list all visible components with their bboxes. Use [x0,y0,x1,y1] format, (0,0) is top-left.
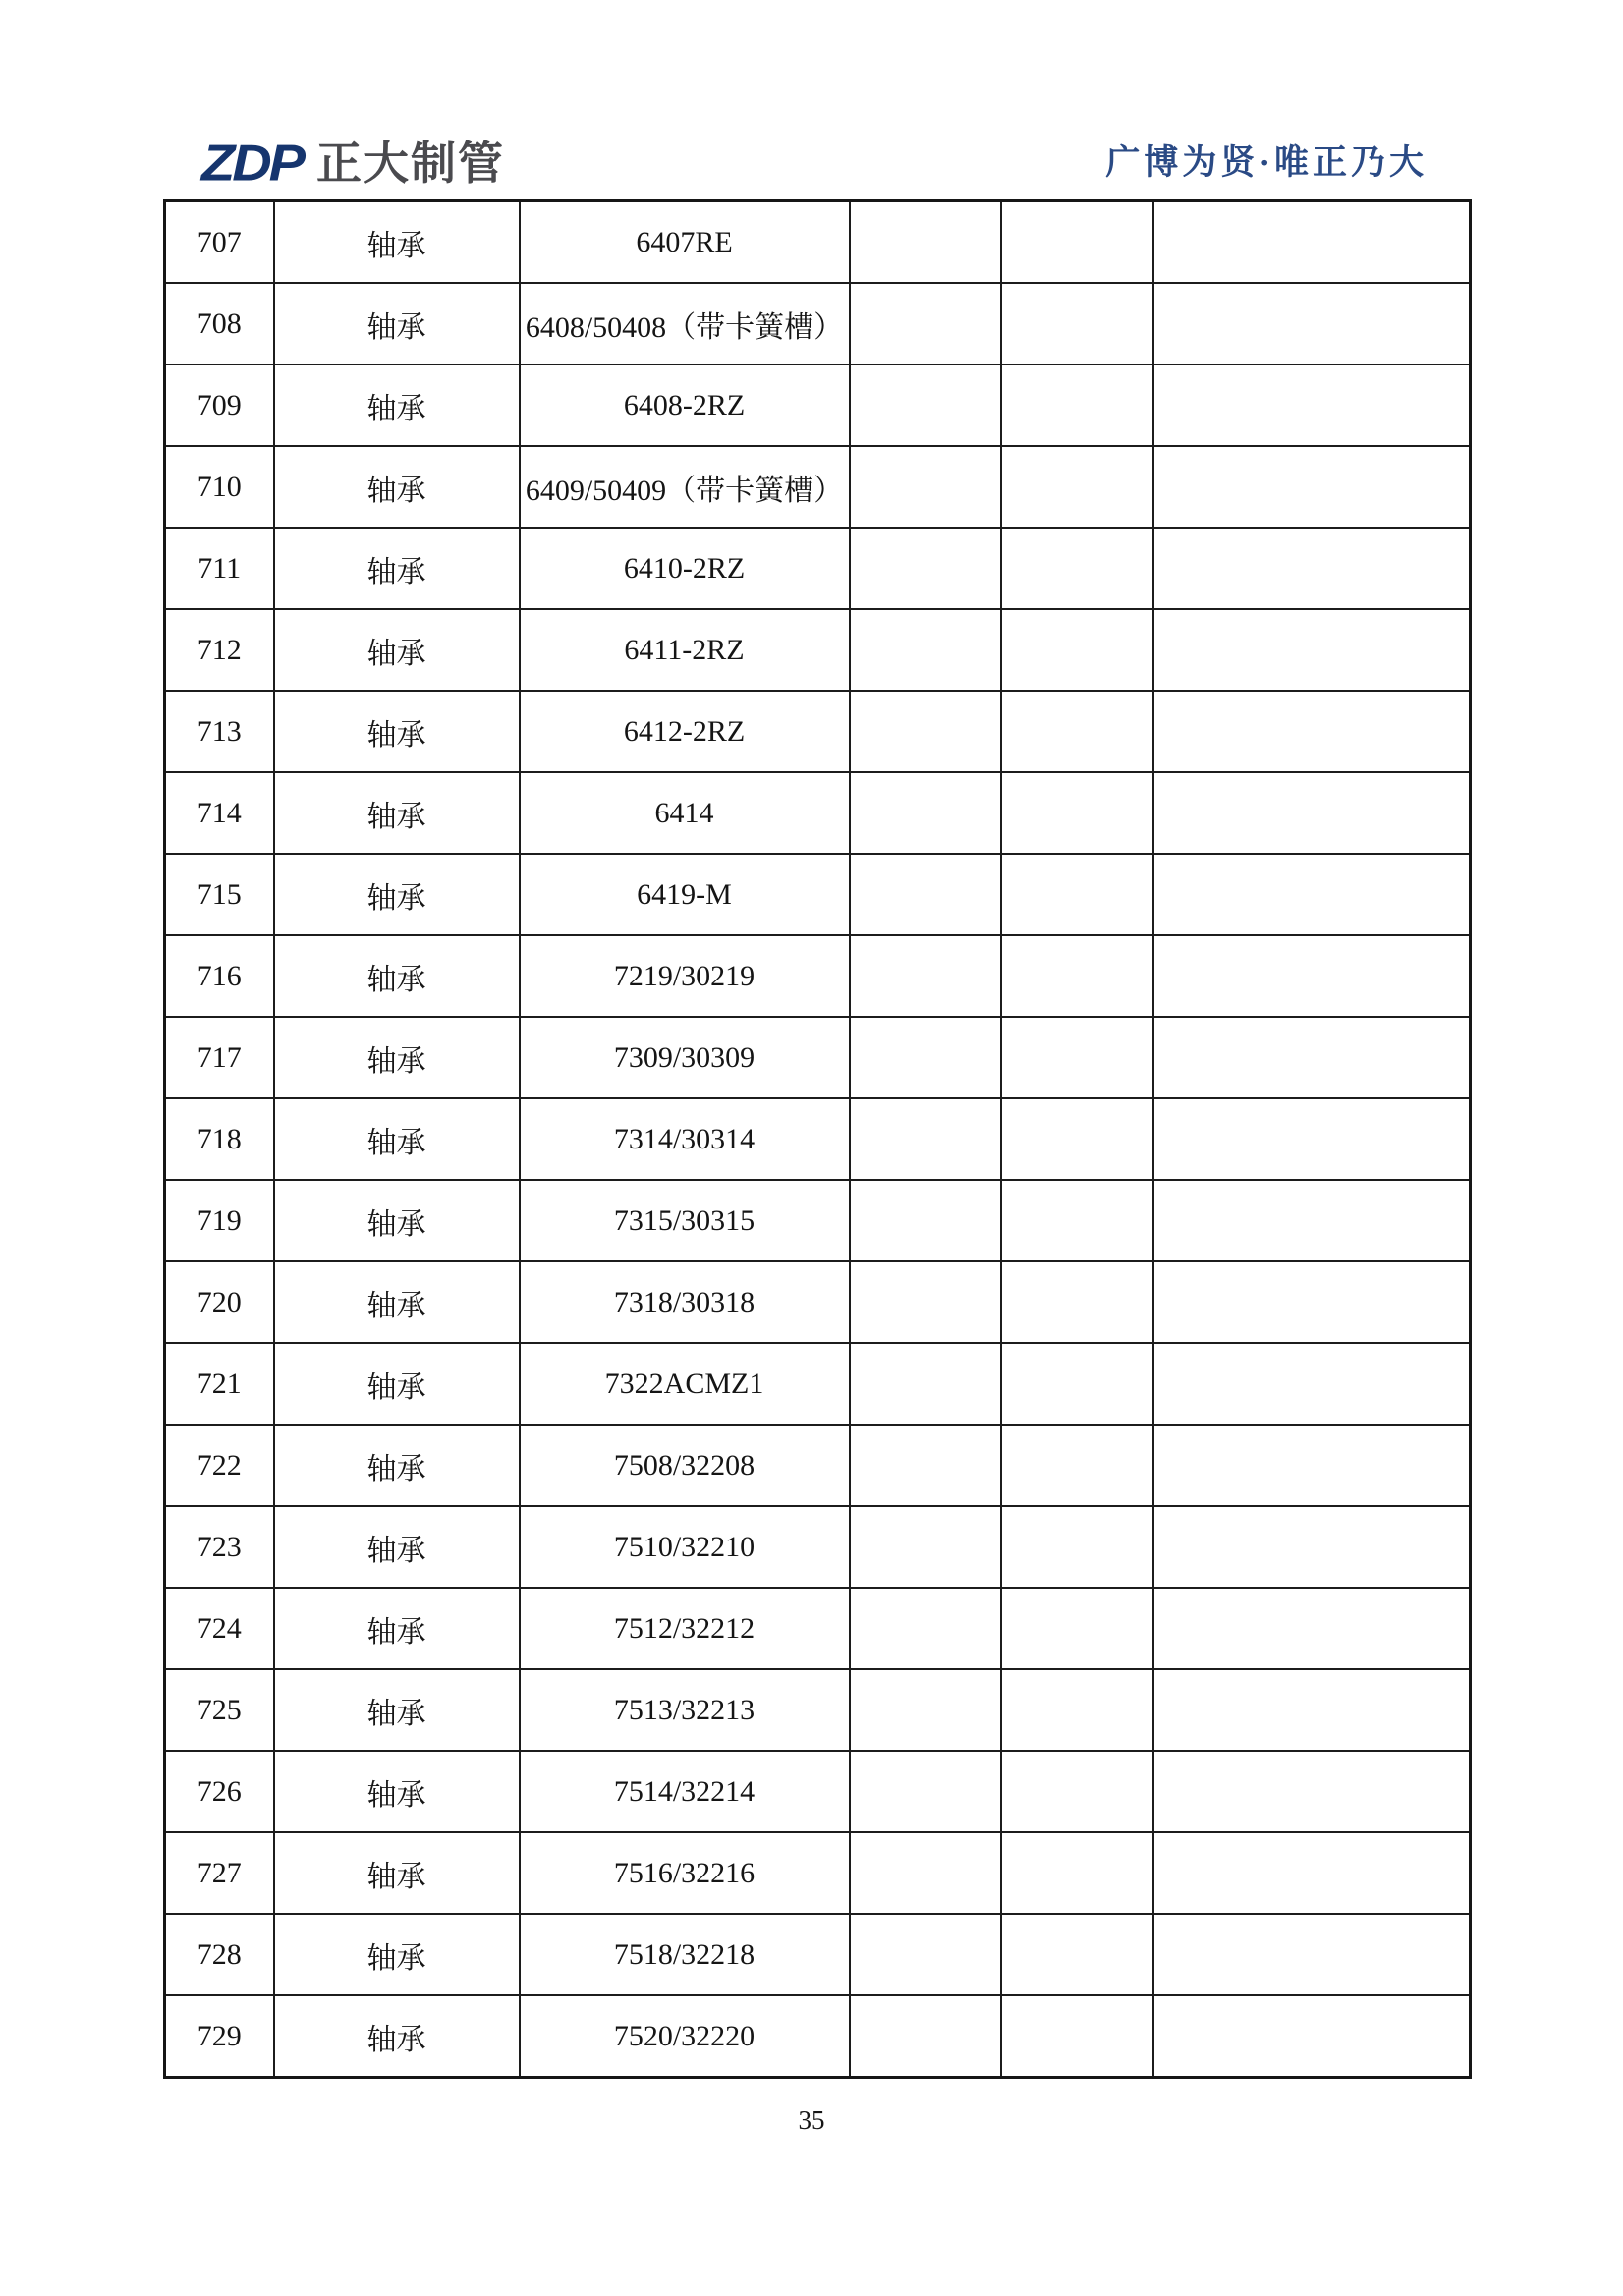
cell-empty-2 [1001,1098,1153,1180]
cell-model: 6412-2RZ [520,691,850,772]
cell-number: 716 [165,935,274,1017]
cell-empty-3 [1153,446,1471,528]
cell-number: 728 [165,1914,274,1995]
cell-empty-3 [1153,1343,1471,1425]
cell-empty-2 [1001,1588,1153,1669]
cell-name: 轴承 [274,1751,520,1832]
cell-number: 709 [165,364,274,446]
table-row [165,201,1471,284]
cell-empty-1 [850,1261,1001,1343]
cell-empty-3 [1153,1098,1471,1180]
cell-empty-2 [1001,1261,1153,1343]
cell-number: 717 [165,1017,274,1098]
cell-empty-2 [1001,1425,1153,1506]
cell-name: 轴承 [274,691,520,772]
cell-empty-3 [1153,1751,1471,1832]
cell-model: 7513/32213 [520,1669,850,1751]
table-row [165,691,1471,772]
logo-brand-name: 正大制管 [316,138,505,189]
cell-empty-2 [1001,935,1153,1017]
cell-empty-1 [850,1669,1001,1751]
cell-name: 轴承 [274,1098,520,1180]
cell-number: 707 [165,201,274,284]
table-row [165,1995,1471,2078]
logo-zdp-mark: ZDP [201,134,303,192]
cell-empty-2 [1001,528,1153,609]
table-row [165,446,1471,528]
cell-empty-3 [1153,1506,1471,1588]
table-row [165,1098,1471,1180]
table-row [165,1751,1471,1832]
cell-number: 718 [165,1098,274,1180]
cell-number: 721 [165,1343,274,1425]
cell-empty-1 [850,1995,1001,2078]
cell-empty-1 [850,1017,1001,1098]
cell-empty-1 [850,283,1001,364]
cell-name: 轴承 [274,1669,520,1751]
cell-model: 7219/30219 [520,935,850,1017]
cell-empty-3 [1153,364,1471,446]
cell-empty-1 [850,528,1001,609]
cell-name: 轴承 [274,1017,520,1098]
cell-empty-2 [1001,1751,1153,1832]
cell-name: 轴承 [274,528,520,609]
cell-empty-1 [850,691,1001,772]
cell-empty-2 [1001,1343,1153,1425]
cell-model: 7322ACMZ1 [520,1343,850,1425]
cell-empty-1 [850,1180,1001,1261]
page-number: 35 [798,2105,825,2135]
cell-model: 7309/30309 [520,1017,850,1098]
table-row [165,854,1471,935]
cell-name: 轴承 [274,1588,520,1669]
cell-name: 轴承 [274,935,520,1017]
cell-empty-1 [850,854,1001,935]
parts-table [163,199,1472,2079]
cell-number: 724 [165,1588,274,1669]
cell-number: 726 [165,1751,274,1832]
cell-empty-1 [850,1914,1001,1995]
cell-empty-1 [850,364,1001,446]
table-row [165,1506,1471,1588]
cell-empty-1 [850,1751,1001,1832]
cell-number: 722 [165,1425,274,1506]
cell-name: 轴承 [274,1180,520,1261]
table-row [165,364,1471,446]
cell-empty-2 [1001,364,1153,446]
cell-model: 7518/32218 [520,1914,850,1995]
parts-table-body [165,201,1471,2078]
company-logo [201,136,505,191]
cell-model: 7512/32212 [520,1588,850,1669]
cell-number: 729 [165,1995,274,2078]
table-row [165,609,1471,691]
cell-empty-1 [850,1832,1001,1914]
cell-number: 710 [165,446,274,528]
cell-empty-1 [850,201,1001,284]
cell-empty-1 [850,609,1001,691]
cell-empty-1 [850,1588,1001,1669]
table-row [165,1669,1471,1751]
cell-empty-2 [1001,772,1153,854]
cell-number: 708 [165,283,274,364]
cell-empty-3 [1153,283,1471,364]
cell-empty-2 [1001,446,1153,528]
cell-model: 6410-2RZ [520,528,850,609]
cell-model: 6411-2RZ [520,609,850,691]
cell-name: 轴承 [274,283,520,364]
cell-empty-3 [1153,1832,1471,1914]
cell-empty-3 [1153,1425,1471,1506]
cell-model: 7314/30314 [520,1098,850,1180]
cell-name: 轴承 [274,446,520,528]
cell-model: 6408/50408（带卡簧槽） [520,283,850,364]
cell-name: 轴承 [274,201,520,284]
table-row [165,1425,1471,1506]
cell-empty-2 [1001,1180,1153,1261]
cell-number: 723 [165,1506,274,1588]
cell-empty-3 [1153,1180,1471,1261]
cell-model: 6409/50409（带卡簧槽） [520,446,850,528]
cell-name: 轴承 [274,364,520,446]
cell-empty-2 [1001,609,1153,691]
cell-number: 711 [165,528,274,609]
cell-model: 6414 [520,772,850,854]
table-row [165,1914,1471,1995]
cell-empty-2 [1001,283,1153,364]
cell-empty-1 [850,1343,1001,1425]
cell-number: 714 [165,772,274,854]
cell-empty-3 [1153,1261,1471,1343]
cell-empty-1 [850,1425,1001,1506]
cell-model: 6407RE [520,201,850,284]
cell-model: 7315/30315 [520,1180,850,1261]
page-header [0,0,1623,199]
cell-number: 725 [165,1669,274,1751]
cell-empty-1 [850,1098,1001,1180]
cell-model: 7508/32208 [520,1425,850,1506]
table-row [165,528,1471,609]
table-row [165,1017,1471,1098]
cell-name: 轴承 [274,1832,520,1914]
cell-empty-2 [1001,1914,1153,1995]
cell-model: 7520/32220 [520,1995,850,2078]
cell-empty-3 [1153,528,1471,609]
cell-name: 轴承 [274,854,520,935]
table-row [165,1343,1471,1425]
cell-empty-2 [1001,854,1153,935]
cell-model: 7514/32214 [520,1751,850,1832]
cell-model: 6408-2RZ [520,364,850,446]
cell-empty-2 [1001,1832,1153,1914]
cell-empty-3 [1153,854,1471,935]
cell-empty-2 [1001,1669,1153,1751]
cell-empty-2 [1001,1506,1153,1588]
cell-name: 轴承 [274,1343,520,1425]
cell-number: 727 [165,1832,274,1914]
cell-empty-3 [1153,609,1471,691]
cell-empty-1 [850,1506,1001,1588]
cell-model: 6419-M [520,854,850,935]
table-row [165,935,1471,1017]
cell-empty-3 [1153,1914,1471,1995]
cell-number: 712 [165,609,274,691]
cell-empty-3 [1153,772,1471,854]
table-row [165,1588,1471,1669]
table-row [165,1180,1471,1261]
cell-name: 轴承 [274,1995,520,2078]
cell-empty-3 [1153,201,1471,284]
cell-empty-1 [850,446,1001,528]
cell-empty-3 [1153,1017,1471,1098]
cell-empty-1 [850,935,1001,1017]
cell-name: 轴承 [274,1506,520,1588]
cell-empty-3 [1153,691,1471,772]
cell-empty-1 [850,772,1001,854]
cell-empty-3 [1153,1588,1471,1669]
cell-empty-2 [1001,1017,1153,1098]
cell-name: 轴承 [274,1261,520,1343]
cell-model: 7516/32216 [520,1832,850,1914]
table-row [165,772,1471,854]
cell-model: 7510/32210 [520,1506,850,1588]
table-row [165,1832,1471,1914]
cell-model: 7318/30318 [520,1261,850,1343]
cell-number: 719 [165,1180,274,1261]
table-row [165,283,1471,364]
cell-number: 715 [165,854,274,935]
cell-empty-3 [1153,1669,1471,1751]
cell-empty-2 [1001,1995,1153,2078]
cell-empty-2 [1001,201,1153,284]
cell-number: 720 [165,1261,274,1343]
cell-name: 轴承 [274,609,520,691]
cell-name: 轴承 [274,1914,520,1995]
cell-name: 轴承 [274,772,520,854]
cell-name: 轴承 [274,1425,520,1506]
cell-empty-3 [1153,935,1471,1017]
cell-number: 713 [165,691,274,772]
company-slogan: 广博为贤·唯正乃大 [1105,143,1427,182]
cell-empty-3 [1153,1995,1471,2078]
table-row [165,1261,1471,1343]
cell-empty-2 [1001,691,1153,772]
